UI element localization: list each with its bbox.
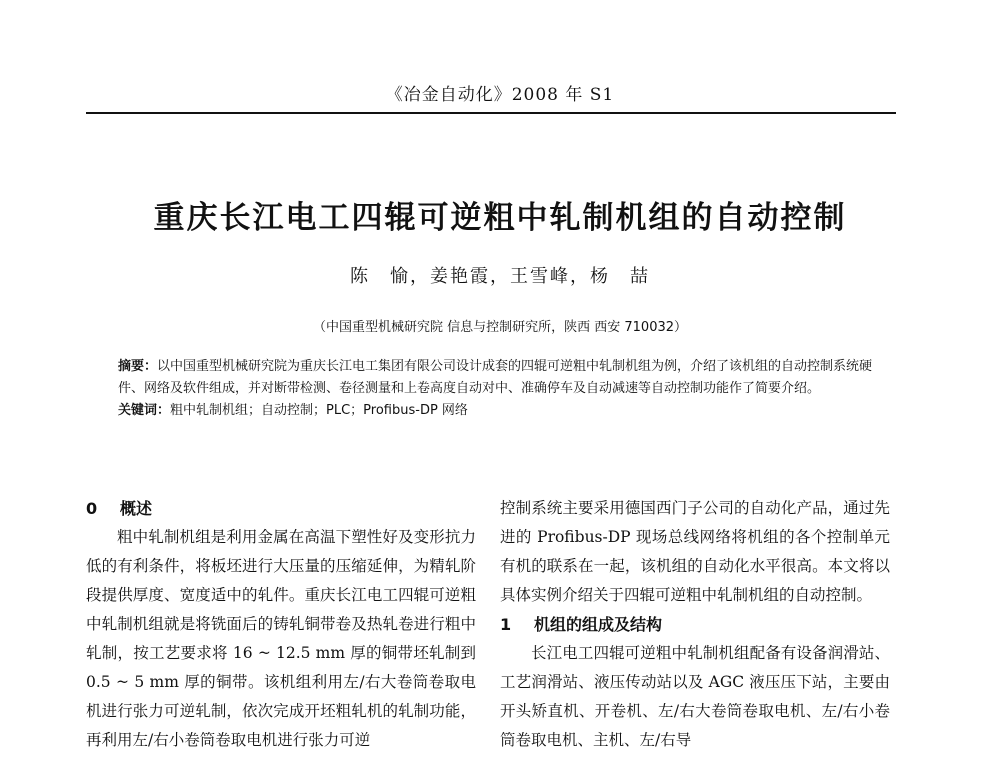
paper-title: 重庆长江电工四辊可逆粗中轧制机组的自动控制 [153,200,847,236]
section-number: 1 [500,615,512,634]
affiliation: （中国重型机械研究院 信息与控制研究所，陕西 西安 710032） [312,320,688,335]
body-paragraph: 粗中轧制机组是利用金属在高温下塑性好及变形抗力低的有利条件，将板坯进行大压量的压缩延伸，为精轧阶段提供厚度、宽度适中的轧件。重庆长江电工四辊可逆粗中轧制机组就是将铣面后的铸轧铜带卷及热轧卷进行粗中轧制，按工艺要求将 16 ~ 12.5 mm 厚的铜带坯轧制到 0.5 ~ 5 mm 厚的铜带。该机组利用左/右大卷筒卷取电机进行张力可逆轧制，依次完成开坯粗轧机的轧制功能，再利用左/右小卷筒卷取电机进行张力可逆 [86,528,476,749]
header-rule [86,112,896,114]
abstract-text: 以中国重型机械研究院为重庆长江电工集团有限公司设计成套的四辊可逆粗中轧制机组为例，介绍了该机组的自动控制系统硬件、网络及软件组成，并对断带检测、卷径测量和上卷高度自动对中、准确停车及自动减速等自动控制功能作了简要介绍。 [118,359,873,396]
section-title: 概述 [120,499,153,518]
section-heading-overview [86,494,476,523]
running-head: 《冶金自动化》2008 年 S1 [385,85,615,105]
abstract-label: 摘要： [118,359,158,374]
right-column [500,494,890,755]
section-heading-structure [500,610,890,639]
left-column [86,494,476,755]
keywords-text: 粗中轧制机组；自动控制；PLC；Profibus-DP 网络 [170,403,468,418]
section-title: 机组的组成及结构 [534,615,663,634]
abstract [118,356,884,400]
abstract-block [118,356,884,422]
body-paragraph: 控制系统主要采用德国西门子公司的自动化产品，通过先进的 Profibus-DP 现场总线网络将机组的各个控制单元有机的联系在一起，该机组的自动化水平很高。本文将以具体实例介绍关于四辊可逆粗中轧制机组的自动控制。 [500,499,890,604]
body-paragraph: 长江电工四辊可逆粗中轧制机组配备有设备润滑站、工艺润滑站、液压传动站以及 AGC 液压压下站，主要由开头矫直机、开卷机、左/右大卷筒卷取电机、左/右小卷筒卷取电机、主机、左/右导 [500,644,890,749]
keywords [118,400,884,422]
authors: 陈 愉，姜艳霞，王雪峰，杨 喆 [350,266,650,287]
keywords-label: 关键词： [118,403,171,418]
section-number: 0 [86,499,98,518]
